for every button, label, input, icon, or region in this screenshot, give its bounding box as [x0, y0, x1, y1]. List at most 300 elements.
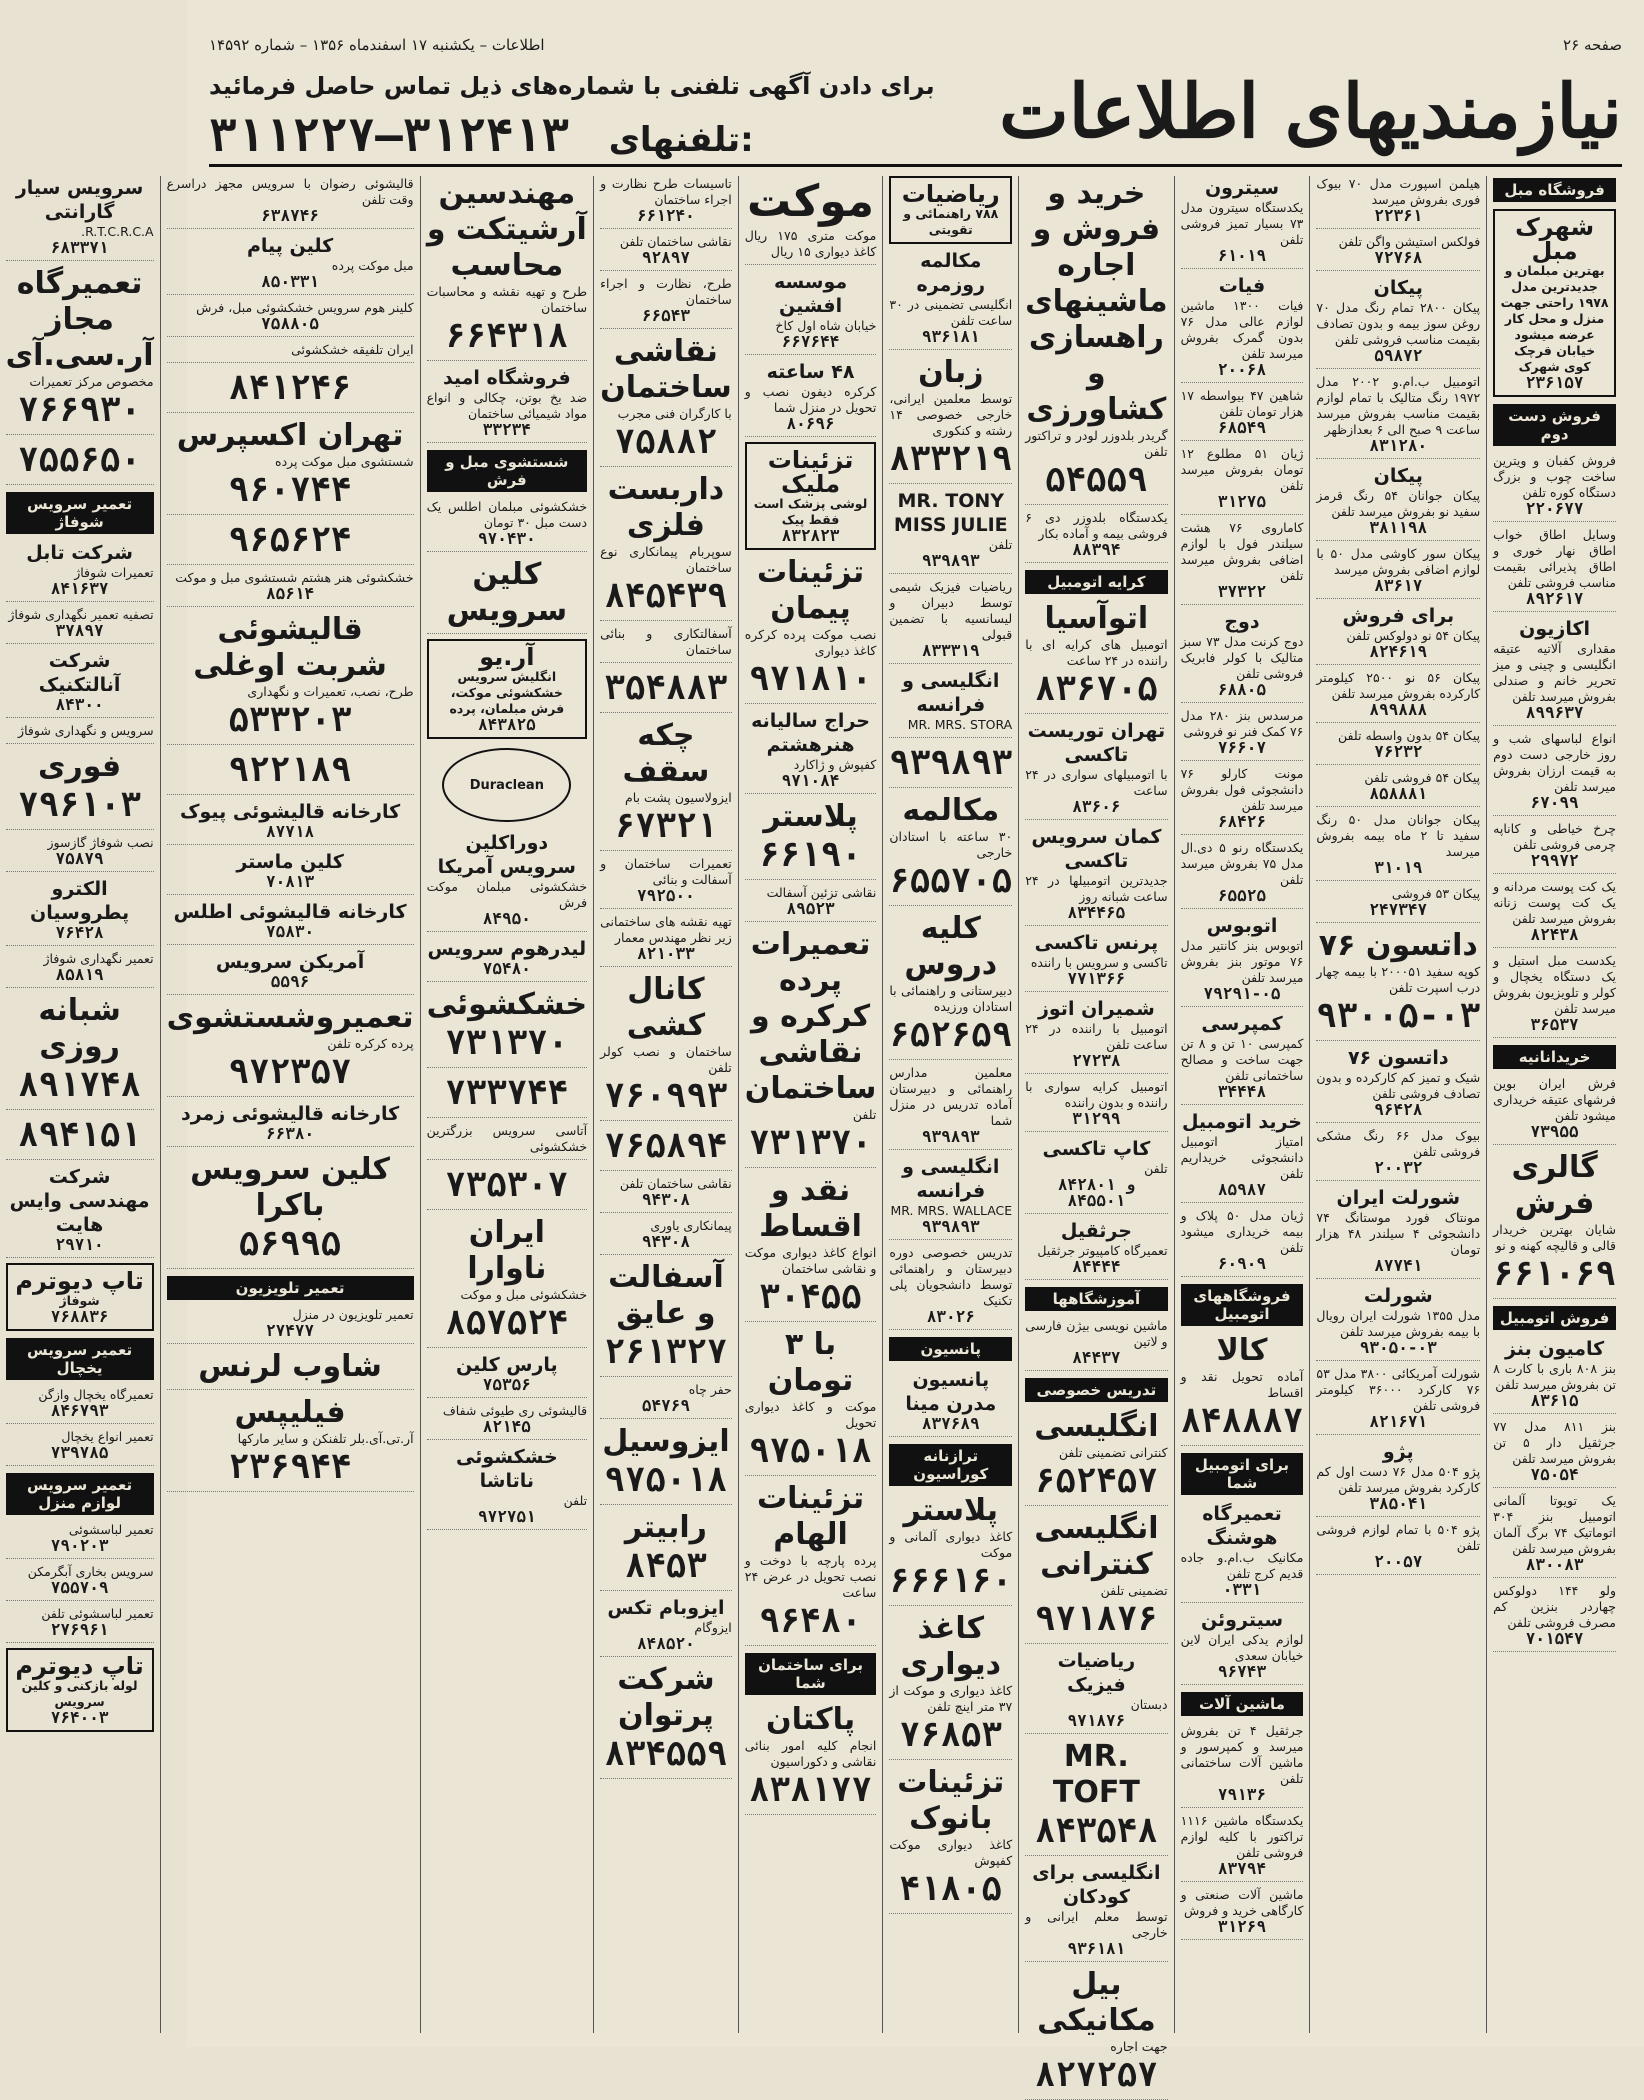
ad-title: مکالمه روزمره	[916, 250, 986, 296]
ad-body: ایزوگام	[694, 1620, 732, 1635]
ad-phone: ۸۴۵۳	[624, 1546, 707, 1586]
classified-ad	[889, 793, 1012, 906]
ad-phone: ۳۱۲۹۹	[1072, 1109, 1121, 1128]
ad-body: معلمین مدارس راهنمائی و دبیرستان آماده تدریس در منزل شما	[889, 1065, 1013, 1128]
classified-ad	[1316, 1284, 1480, 1361]
ad-title: انگلیسی کنترانی	[1034, 1511, 1159, 1582]
ad-title: داتسون ۷۶	[1318, 928, 1478, 963]
classified-ad	[167, 300, 414, 337]
ad-phone: ۶۸۸۰۵	[1217, 680, 1267, 699]
classified-ad	[1025, 176, 1167, 505]
classified-ad	[167, 176, 414, 229]
ad-title: کاپ تاکسی	[1042, 1138, 1151, 1160]
classified-ad	[1025, 601, 1167, 714]
ad-phone: ۸۹۴۱۵۱	[18, 1115, 141, 1155]
ad-phone: ۷۵۸۷۹	[55, 849, 104, 868]
ad-body: پرده پارچه با دوخت و نصب تحویل در عرض ۲۴ ساعت	[744, 1553, 877, 1600]
classified-ad	[745, 555, 877, 704]
ad-body: ساختمان و نصب کولر تلفن	[600, 1044, 732, 1075]
ad-phone: ۸۵۷۵۲۴	[445, 1303, 569, 1343]
ad-body: چرخ خیاطی و کاناپه چرمی فروشی تلفن	[1493, 821, 1616, 852]
classified-ad	[1493, 879, 1616, 948]
ad-phone: ۷۵۵۶۵۰	[18, 440, 141, 480]
ad-phone: ۷۹۰۲۰۳	[50, 1536, 109, 1555]
ad-title: فروشگاه امید	[442, 367, 571, 389]
ad-phone: ۸۲۱۶۷۱	[1369, 1412, 1428, 1431]
ad-title: خرید و فروش و اجاره ماشینهای راهسازی و کشاورزی	[1025, 176, 1168, 427]
ad-body: انواع کاغذ دیواری موکت و نقاشی ساختمان	[744, 1245, 877, 1276]
ad-title: کلین سرویس	[446, 557, 568, 628]
ad-phone: ۹۷۲۷۵۱	[477, 1507, 536, 1526]
classified-ad	[600, 334, 732, 467]
ad-body: آر.تی.آی.بلر تلفنکن و سایر مارکها	[237, 1431, 414, 1446]
classified-ad	[600, 1510, 732, 1591]
ad-title: ایزوبام تکس	[607, 1597, 725, 1619]
ad-body: قالیشوئی ری طیوئی شفاف	[442, 1403, 588, 1418]
ad-body: خشکشوئی مبلمان اطلس یک دست مبل ۳۰ تومان	[426, 499, 588, 530]
ad-body: نصب موکت پرده کرکره کاغذ دیواری	[744, 627, 877, 658]
ad-title: پلاستر	[903, 1493, 998, 1528]
classified-ad	[167, 750, 414, 795]
ad-phone: ۷۶۸۵۳	[899, 1715, 1002, 1755]
ad-title: تزئینات پیمان	[756, 555, 865, 626]
ad-body: مونت کارلو ۷۶ دانشجوئی فول بفروش میرسد تلفن	[1180, 766, 1304, 813]
ad-phone: ۳۷۸۹۷	[55, 621, 104, 640]
ad-phone: ۷۳۳۷۴۴	[445, 1073, 569, 1113]
ad-body: امتیاز اتومبیل دانشجوئی خریداریم تلفن	[1180, 1134, 1304, 1181]
ad-title: تاپ دیوترم	[15, 1652, 144, 1680]
ad-title: تزئینات ملیک	[767, 446, 854, 498]
ad-body: تلفن	[852, 1107, 877, 1122]
advertiser-logo: Duraclean	[442, 748, 571, 822]
ad-body: پیکان ۵۴ بدون واسطه تلفن	[1338, 728, 1481, 743]
classified-ad	[6, 1387, 154, 1424]
classified-ad	[1316, 604, 1480, 665]
classified-ad	[745, 1173, 877, 1322]
ad-phone: ۷۶۴۰۰۳	[50, 1708, 109, 1727]
ad-title: پارس کلین	[455, 1354, 558, 1376]
section-header: شستشوی مبل و فرش	[427, 450, 588, 492]
ad-phone: ۳۸۵۰۴۱	[1369, 1494, 1428, 1513]
classified-ad	[6, 1429, 154, 1466]
ad-body: شایان بهترین خریدار قالی و قالیچه کهنه و نو	[1493, 1222, 1616, 1253]
classified-ad	[1493, 1076, 1616, 1145]
ad-phone: ۷۵۵۷۰۹	[50, 1578, 109, 1597]
ad-title: الکترو پطروسیان	[30, 878, 130, 924]
ad-body: ماشین آلات صنعتی و کارگاهی خرید و فروش	[1180, 1887, 1304, 1918]
ad-body: پیکان ۲۸۰۰ تمام رنگ مدل ۷۰ روغن سوز بیمه و بدون تصادف بقیمت مناسب فروشی تلفن	[1316, 300, 1481, 347]
classified-ad	[745, 176, 877, 265]
ad-phone: ۸۴۴۴۴	[1072, 1257, 1121, 1276]
ad-body: اتومبیل کرایه سواری با راننده و بدون راننده	[1025, 1079, 1168, 1110]
ad-body: پیمانکاری یاوری	[650, 1218, 732, 1233]
classified-ad	[167, 850, 414, 895]
ad-phone: ۷۵۳۵۶	[482, 1375, 531, 1394]
classified-ad	[600, 718, 732, 851]
ad-phone: ۹۷۱۸۷۶	[1034, 1599, 1158, 1639]
ad-phone: ۲۷۲۳۸	[1072, 1051, 1121, 1070]
ad-phone: ۸۴۸۵۲۰	[637, 1634, 695, 1653]
ad-body: پیکان ۵۶ نو ۲۵۰۰ کیلومتر کارکرده بفروش میرسد تلفن	[1316, 670, 1481, 701]
ad-body: کاغذ دیواری و موکت از ۳۷ متر اینچ تلفن	[889, 1683, 1013, 1714]
ad-phone: ۶۶۴۳۱۸	[445, 316, 569, 356]
ad-title: تهران اکسپرس	[176, 418, 404, 453]
phone-numbers	[209, 108, 754, 162]
ad-body: اتومبیل با راننده در ۲۴ ساعت تلفن	[1025, 1021, 1168, 1052]
ad-phone: ۵۵۹۶	[270, 972, 310, 991]
ad-body: کاماروی ۷۶ هشت سیلندر فول با لوازم اضافی بفروش میرسد تلفن	[1180, 520, 1304, 583]
section-header: ترازنانه کوراسیون	[889, 1444, 1012, 1486]
ad-body: ایران تلفیقه خشکشوئی	[291, 342, 414, 357]
ad-title: سرویس سیار گارانتی	[15, 177, 144, 223]
section-header: تعمیر سرویس لوازم منزل	[6, 1473, 154, 1515]
classified-ad	[889, 1611, 1012, 1760]
classified-ad	[745, 442, 877, 550]
section-header: فروش دست دوم	[1493, 404, 1616, 446]
classified-ad	[167, 1307, 414, 1344]
classified-ad	[427, 176, 588, 361]
ad-phone: ۹۶۴۸۰	[759, 1601, 862, 1641]
ad-body: ضد یخ بوتن، چکالی و انواع مواد شیمیائی ساختمان	[426, 390, 588, 421]
classified-ad	[167, 418, 414, 515]
ad-phone: ۹۳۹۸۹۳	[921, 551, 980, 570]
classified-ad	[745, 885, 877, 922]
ad-title: انگلیسی برای کودکان	[1032, 1862, 1161, 1908]
ad-body: نقاشی ساختمان تلفن	[619, 1176, 732, 1191]
classified-ad	[745, 1327, 877, 1476]
ad-body: اتومبیل های کرایه ای با راننده در ۲۴ ساعت	[1025, 637, 1168, 668]
ad-phone: ۷۳۱۳۷۰	[749, 1123, 872, 1163]
ad-title: حراج سالیانه هنرهشتم	[751, 710, 870, 756]
ad-title: اکازیون	[1519, 618, 1591, 640]
ad-body: پیکان ۵۴ فروشی تلفن	[1364, 770, 1481, 785]
ad-body: پیکان ۵۴ نو دولوکس تلفن	[1346, 628, 1481, 643]
ad-body: توسط معلم ایرانی و خارجی	[1025, 1909, 1168, 1940]
classified-ad	[600, 176, 732, 229]
classified-ad	[427, 639, 588, 739]
ad-body: سرویس بخاری آبگرمکن	[27, 1564, 154, 1579]
classified-ad	[1316, 928, 1480, 1041]
classified-ad	[1316, 770, 1480, 807]
ad-body: شوفاژ	[59, 1293, 100, 1308]
ad-phone: ۸۳۸۱۷۷	[749, 1770, 872, 1810]
ad-phone: ۸۵۶۱۴	[265, 584, 315, 603]
ad-title: زبان	[918, 355, 984, 390]
classified-ad	[6, 1522, 154, 1559]
classified-ad	[1181, 1813, 1304, 1882]
ad-title: نقد و اقساط	[759, 1173, 862, 1244]
classified-ad	[600, 276, 732, 329]
ad-phone: ۹۲۲۱۸۹	[228, 750, 352, 790]
classified-ad	[1181, 520, 1304, 605]
ad-body: پیکان جوانان مدل ۵۰ رنگ سفید تا ۲ ماه بیمه بفروش میرسد	[1316, 812, 1481, 859]
classified-ad	[889, 1493, 1012, 1606]
ad-body: انجام کلیه امور بنائی نقاشی و دکوراسیون	[744, 1738, 877, 1769]
classified-ad	[167, 368, 414, 413]
classified-ad	[1493, 209, 1616, 397]
ad-title: تهران توریست تاکسی	[1027, 720, 1166, 766]
classified-ad	[167, 900, 414, 945]
ad-title: موکت	[747, 176, 875, 227]
ad-title: شاوب لرنس	[198, 1349, 382, 1384]
ad-phone: ۹۷۵۰۱۸	[604, 1460, 728, 1500]
classified-ad	[1316, 812, 1480, 881]
ad-title: کلین پیام	[246, 235, 334, 257]
classified-ad	[427, 1353, 588, 1398]
ad-phone: ۳۵۴۸۸۳	[604, 668, 728, 708]
ad-body: کنترانی تضمینی تلفن	[1058, 1445, 1168, 1460]
ad-phone: ۲۹۹۷۲	[1530, 851, 1579, 870]
ad-phone: ۸۷۷۱۸	[265, 822, 315, 841]
classified-ad	[6, 749, 154, 830]
ad-title: تاپ دیوترم	[15, 1267, 144, 1295]
ad-title: آمریکن سرویس	[215, 951, 365, 973]
column-8	[420, 176, 594, 2033]
classified-ad	[1316, 1366, 1480, 1435]
classified-ad	[889, 911, 1012, 1060]
ad-phone: ۸۴۳۰۰	[55, 695, 104, 714]
ad-title: شرکت آنالتکنیک	[38, 650, 121, 696]
classified-ad	[6, 541, 154, 602]
classified-ad	[427, 987, 588, 1068]
classified-ad	[1493, 1337, 1616, 1414]
ad-phone: ۸۹۵۲۳	[786, 899, 835, 918]
classified-ad	[889, 1065, 1012, 1150]
ad-body: یکدستگاه رنو ۵ دی.ال مدل ۷۵ بفروش میرسد تلفن	[1180, 840, 1304, 887]
ad-phone: ۶۵۲۴۵۷	[1034, 1461, 1158, 1501]
ad-body: اتوبوس بنز کانتیر مدل ۷۶ موتور بنز بفروش میرسد تلفن	[1180, 938, 1304, 985]
ad-phone: ۶۶۱۲۴۰	[637, 206, 695, 225]
ad-title: فیلیپس	[234, 1395, 346, 1430]
ad-phone: ۶۶۶۱۶۰	[889, 1561, 1013, 1601]
ad-phone: ۸۳۶۷۰۵	[1034, 669, 1158, 709]
ad-body: تدریس خصوصی دوره دبیرستان و راهنمائی توسط دانشجویان پلی تکنیک	[889, 1245, 1013, 1308]
ad-body: خشکشوئی مبلمان موکت فرش	[426, 879, 588, 910]
ad-body: خشکشوئی هنر هشتم شستشوی مبل و موکت	[175, 570, 414, 585]
ad-body: با اتومبیلهای سواری در ۲۴ ساعت	[1025, 767, 1168, 798]
classified-ad	[167, 800, 414, 845]
classified-ad	[1181, 1110, 1304, 1203]
ad-title: فیات	[1218, 275, 1266, 297]
ad-phone: ۷۳۵۳۰۷	[445, 1165, 569, 1205]
ad-title: جرثقیل	[1060, 1220, 1132, 1242]
classified-columns	[5, 176, 1622, 2095]
ad-title: پرنس تاکسی	[1034, 932, 1159, 954]
ad-body: خیابان شاه اول کاخ	[775, 318, 877, 333]
ad-phone: ۸۳۷۶۸۹	[921, 1414, 980, 1433]
ad-body: یک کت پوست مردانه و یک کت پوست زنانه بفروش میرسد تلفن	[1493, 879, 1616, 926]
classified-ad	[167, 520, 414, 565]
ad-body: کوپه سفید ۲۰۰۰۵۱ با بیمه چهار درب اسپرت تلفن	[1316, 964, 1481, 995]
ad-body: دبستان	[1130, 1697, 1168, 1712]
ad-body: فرش ایران بوین فرشهای عتیقه خریداری میشود تلفن	[1493, 1076, 1616, 1123]
ad-phone: ۶۸۴۲۶	[1217, 812, 1267, 831]
ad-body: پژو ۵۰۴ مدل ۷۶ دست اول کم کارکرد بفروش میرسد تلفن	[1316, 1464, 1481, 1495]
ad-body: دوج کرنت مدل ۷۳ سبز متالیک با کولر فابریک فروشی تلفن	[1180, 634, 1304, 681]
ad-title: رابیتر	[624, 1510, 707, 1545]
classified-ad	[889, 1765, 1012, 1914]
ad-phone: ۷۵۸۳۰	[265, 922, 315, 941]
classified-ad	[600, 914, 732, 967]
section-header: برای ساختمان شما	[745, 1653, 877, 1695]
ad-phone: ۷۶۴۲۸	[55, 923, 104, 942]
ad-phone: ۶۱۰۱۹	[1217, 246, 1267, 265]
ad-title: کمپرسی	[1201, 1013, 1283, 1035]
ad-phone: ۸۹۹۶۳۷	[1525, 703, 1584, 722]
ad-body: تلفن	[1144, 1161, 1168, 1176]
ad-phone: ۹۳۹۸۹۳	[921, 1217, 980, 1236]
ad-body: وسایل اطاق خواب اطاق نهار خوری و اطاق پذیرائی بقیمت مناسب فروشی تلفن	[1493, 527, 1616, 590]
classified-ad	[1316, 886, 1480, 923]
classified-ad	[1025, 997, 1167, 1074]
ad-phone: ۸۴۶۷۹۳	[50, 1401, 109, 1420]
column-1	[1486, 176, 1622, 2033]
ad-body: بنز ۸۱۱ مدل ۷۷ جرثقیل دار ۵ تن بفروش میرسد تلفن	[1493, 1419, 1617, 1466]
ad-phone: ۷۵۴۸۰	[482, 959, 531, 978]
classified-ad	[745, 270, 877, 355]
ad-body: کاغذ دیواری آلمانی و موکت	[889, 1529, 1013, 1560]
ad-phone: ۶۶۷۶۴۴	[781, 332, 840, 351]
classified-ad	[167, 342, 414, 363]
ad-phone: ۳۱۲۶۹	[1217, 1917, 1267, 1936]
ad-body: لوازم یدکی ایران لاین خیابان سعدی	[1180, 1632, 1304, 1663]
classified-ad	[745, 709, 877, 794]
ad-phone: ۲۲۳۶۱	[1374, 206, 1423, 225]
ad-body: تعمیر تلویزیون در منزل	[292, 1307, 414, 1322]
ad-title: شورلت	[1363, 1285, 1433, 1307]
classified-ad	[1181, 840, 1304, 909]
classified-ad	[1025, 1137, 1167, 1214]
ad-phone: ۸۳۲۸۲۳	[781, 526, 840, 545]
ad-body: ولو ۱۴۴ دولوکس چهاردر بنزین کم مصرف فروشی تلفن	[1493, 1583, 1616, 1630]
ad-phone: ۳۳۲۳۴	[482, 420, 531, 439]
ad-body: هیلمن اسپورت مدل ۷۰ بیوک فوری بفروش میرسد	[1316, 176, 1481, 207]
classified-ad	[889, 249, 1012, 350]
classified-ad	[1025, 825, 1167, 926]
ad-phone: ۸۳۴۵۵۹	[604, 1734, 728, 1774]
ad-title: تزئینات بانوک	[897, 1765, 1005, 1836]
ad-body: سرویس و نگهداری شوفاژ	[18, 723, 154, 738]
ad-title: خشکشوئی	[426, 987, 588, 1022]
ad-phone: ۹۳۰۵۰-۰۳	[1359, 1338, 1437, 1357]
ad-phone: ۸۵۰۳۳۱	[261, 272, 319, 291]
ad-body: تاسیسات طرح نظارت و اجراء ساختمان	[600, 176, 732, 207]
classified-ad	[600, 1662, 732, 1779]
ad-phone: ۸۴۹۵۰	[482, 909, 531, 928]
classified-ad	[6, 1165, 154, 1258]
ad-body: مونتاک فورد موستانگ ۷۴ دانشجوئی ۴ سیلندر ۴۸ هزار تومان	[1316, 1210, 1481, 1257]
classified-ad	[889, 669, 1012, 738]
ad-phone: ۳۸۱۱۹۸	[1369, 518, 1428, 537]
ad-phone: ۹۳۶۱۸۱	[921, 327, 980, 346]
classified-ad	[1181, 274, 1304, 383]
classified-ad	[6, 1115, 154, 1160]
ad-phone: ۸۲۱۰۳۳	[637, 944, 695, 963]
ad-phone: ۹۷۱۰۸۴	[781, 771, 840, 790]
ad-phone: ۷۵۸۸۰۵	[261, 314, 319, 333]
ad-phone: ۸۴۱۶۳۷	[50, 579, 109, 598]
ad-phone: ۵۹۸۷۲	[1374, 346, 1423, 365]
phones-label: تلفنهای:	[608, 120, 754, 160]
classified-ad	[1181, 1887, 1304, 1940]
ad-body: نقاشی تزئین آسفالت	[766, 885, 877, 900]
classified-ad	[1493, 527, 1616, 612]
ad-title: پانسیون مدرن مینا	[905, 1369, 997, 1415]
classified-ad	[1493, 731, 1616, 816]
ad-body: MR. MRS. STORA	[907, 717, 1013, 732]
section-header: فروشگاه مبل	[1493, 178, 1616, 202]
ad-body: نصب شوفاژ گازسوز	[47, 835, 154, 850]
classified-ad	[600, 1382, 732, 1419]
ad-body: توسط معلمین ایرانی، خارجی خصوصی ۱۴ رشته و کنکوری	[889, 391, 1013, 438]
ad-title: بیل مکانیکی	[1037, 1967, 1156, 2038]
classified-ad	[6, 176, 154, 261]
classified-ad	[427, 499, 588, 552]
ad-body: تلفن	[563, 1493, 588, 1508]
ad-phone: ۶۸۳۳۷۱	[50, 238, 109, 257]
ad-phone: ۶۳۸۷۴۶	[261, 206, 319, 225]
ad-phone: ۸۴۴۳۷	[1072, 1348, 1121, 1367]
ad-body: شستشوی مبل موکت پرده	[275, 454, 414, 469]
ad-body: کاغذ دیواری موکت کفپوش	[889, 1837, 1013, 1868]
ad-body: کفپوش و ژاکارد	[793, 757, 877, 772]
ad-title: پاکتان	[766, 1702, 856, 1737]
classified-ad	[6, 607, 154, 644]
classified-ad	[167, 1102, 414, 1147]
ad-body: پرده کرکره تلفن	[327, 1036, 414, 1051]
ad-body: تلفن	[988, 537, 1013, 552]
ad-phone: ۶۵۲۶۵۹	[889, 1015, 1013, 1055]
ad-title: خرید اتومبیل	[1181, 1111, 1302, 1133]
ad-phone: ۲۰۰۶۸	[1217, 360, 1267, 379]
classified-ad	[889, 489, 1012, 574]
ad-title: شورلت ایران	[1336, 1187, 1461, 1209]
ad-body: موکت متری ۱۷۵ ریال کاغذ دیواری ۱۵ ریال	[744, 228, 877, 259]
ad-title: کمان سرویس تاکسی	[1031, 826, 1162, 872]
ad-title: کامیون بنز	[1505, 1338, 1605, 1360]
ad-phone: ۷۶۶۹۳۰	[18, 390, 141, 430]
classified-ad	[6, 649, 154, 718]
ad-phone: ۷۹۶۱۰۳	[18, 785, 141, 825]
classified-ad	[1025, 1967, 1167, 2100]
classified-ad	[889, 579, 1012, 664]
ad-phone: ۹۷۱۸۱۰	[749, 659, 872, 699]
ad-body: لوشی پزشک است فقط پیک	[753, 496, 868, 527]
section-header: فروش اتومبیل	[1493, 1306, 1616, 1330]
ad-phone: ۷۶۰۹۹۳	[604, 1076, 728, 1116]
section-header: تعمیر سرویس یخچال	[6, 1338, 154, 1380]
section-header: آموزشگاهها	[1025, 1287, 1167, 1311]
ad-title: تعمیرگاه مجاز آر.سی.آی	[5, 266, 154, 373]
ad-title: کارخانه قالیشوئی زمرد	[180, 1103, 400, 1125]
classified-ad	[1181, 610, 1304, 703]
ad-body: تعمیر نگهداری شوفاژ	[43, 951, 154, 966]
ad-title: پلاستر	[763, 799, 858, 834]
ad-phone: ۶۸۵۴۹	[1217, 418, 1267, 437]
ad-phone: ۸۳۰۲۶	[926, 1307, 975, 1326]
ad-phone: ۸۴۱۲۴۶	[228, 368, 352, 408]
issue-line: اطلاعات – یکشنبه ۱۷ اسفندماه ۱۳۵۶ – شماره ۱۴۵۹۲	[209, 36, 545, 54]
classified-ad	[889, 1155, 1012, 1240]
classified-ad	[600, 1218, 732, 1255]
classified-ad	[1316, 374, 1480, 459]
classified-ad	[1181, 914, 1304, 1007]
ad-title: داربست فلزی	[607, 472, 725, 543]
classified-ad	[167, 234, 414, 295]
ad-phone: ۷۳۱۳۷۰	[445, 1023, 569, 1063]
classified-ad	[1181, 1012, 1304, 1105]
classified-ad	[600, 972, 732, 1121]
